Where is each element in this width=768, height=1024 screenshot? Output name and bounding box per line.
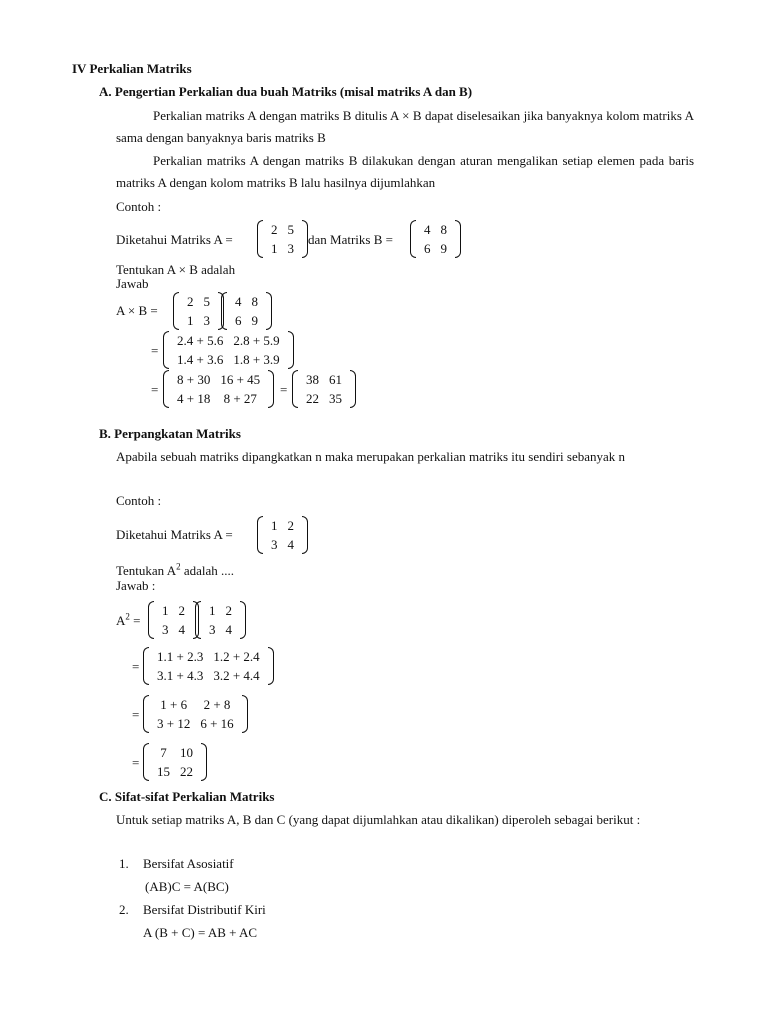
matrix-cell: 1 + 6	[160, 697, 188, 712]
matrix-b	[410, 220, 461, 258]
contoh-label: Contoh :	[116, 199, 162, 214]
matrix-cell: 8 + 30	[177, 372, 211, 387]
matrix-cell: 1	[162, 603, 169, 618]
matrix-row	[230, 311, 263, 330]
jawab-label: Jawab	[116, 276, 149, 291]
subsection-b-title: B. Perpangkatan Matriks	[99, 426, 241, 441]
matrix-cell: 16 + 45	[220, 372, 261, 387]
matrix-row	[152, 666, 265, 685]
matrix-cell: 6	[424, 241, 431, 256]
matrix-cell: 1	[187, 313, 194, 328]
equals-sign: =	[280, 382, 288, 397]
matrix-cell: 1.8 + 3.9	[233, 352, 280, 367]
matrix-a-squared-step-1	[143, 647, 274, 685]
matrix-cell: 9	[440, 241, 447, 256]
matrix-cell: 3 + 12	[157, 716, 191, 731]
matrix-row	[301, 389, 347, 408]
tentukan-a-squared: Tentukan $A^2$ adalah ....	[116, 561, 235, 578]
matrix-a-squared-result	[143, 743, 207, 781]
matrix-cell: 2.4 + 5.6	[177, 333, 224, 348]
matrix-cell: 1	[271, 518, 278, 533]
left-paren	[143, 647, 149, 685]
matrix-cell: 3	[203, 313, 210, 328]
matrix-row	[172, 370, 265, 389]
matrix-axb-step-2	[163, 370, 274, 408]
matrix-row	[266, 516, 299, 535]
matrix-cell: 35	[329, 391, 342, 406]
contoh-label: Contoh :	[116, 493, 162, 508]
matrix-row	[230, 292, 263, 311]
subsection-c-title: C. Sifat-sifat Perkalian Matriks	[99, 789, 275, 804]
matrix-cell: 1	[209, 603, 216, 618]
right-paren	[268, 370, 274, 408]
property-1-number: 1.	[119, 856, 129, 871]
matrix-cell: 2.8 + 5.9	[233, 333, 280, 348]
subsection-b-paragraph: Apabila sebuah matriks dipangkatkan n maka merupakan perkalian matriks itu sendiri sebanyak n	[116, 449, 626, 464]
right-paren	[268, 647, 274, 685]
subsection-a-paragraph-2: Perkalian matriks A dengan matriks B dilakukan dengan aturan mengalikan setiap elemen pada baris matriks A dengan kolom matriks B lalu hasilnya dijumlahkan	[116, 153, 694, 190]
matrix-cell: 3.2 + 4.4	[213, 668, 260, 683]
matrix-row	[182, 292, 215, 311]
matrix-row	[152, 743, 198, 762]
matrix-cell: 4	[287, 537, 294, 552]
matrix-cell: 4	[424, 222, 431, 237]
matrix-cell: 2	[225, 603, 232, 618]
equals-sign: =	[151, 382, 159, 397]
matrix-row	[152, 695, 239, 714]
matrix-row	[157, 601, 190, 620]
subsection-c-paragraph: Untuk setiap matriks A, B dan C (yang dapat dijumlahkan atau dikalikan) diperoleh sebagai berikut :	[116, 812, 641, 827]
matrix-cell: 6 + 16	[200, 716, 234, 731]
matrix-row	[266, 535, 299, 554]
right-paren	[288, 331, 294, 369]
left-paren	[257, 220, 263, 258]
matrix-a-squared-step-2	[143, 695, 248, 733]
matrix-row	[204, 601, 237, 620]
right-paren	[242, 695, 248, 733]
left-paren	[292, 370, 298, 408]
matrix-axb-step-1	[163, 331, 294, 369]
matrix-b-product-right	[221, 292, 272, 330]
equals-sign: =	[132, 755, 140, 770]
known-matrix-a-label: Diketahui Matriks A =	[116, 232, 233, 247]
matrix-cell: 5	[203, 294, 210, 309]
matrix-cell: 1.1 + 2.3	[157, 649, 204, 664]
matrix-row	[204, 620, 237, 639]
left-paren	[221, 292, 227, 330]
left-paren	[143, 743, 149, 781]
matrix-cell: 4	[178, 622, 185, 637]
left-paren	[410, 220, 416, 258]
property-1-label: Bersifat Asosiatif	[143, 856, 234, 871]
left-paren	[163, 370, 169, 408]
matrix-row	[301, 370, 347, 389]
matrix-cell: 15	[157, 764, 170, 779]
matrix-cell: 3	[287, 241, 294, 256]
matrix-a-power	[257, 516, 308, 554]
matrix-cell: 10	[180, 745, 193, 760]
matrix-a	[257, 220, 308, 258]
left-paren	[257, 516, 263, 554]
matrix-a-square-left	[148, 601, 199, 639]
matrix-row	[419, 239, 452, 258]
property-2-number: 2.	[119, 902, 129, 917]
equals-sign: =	[132, 707, 140, 722]
matrix-cell: 2	[187, 294, 194, 309]
matrix-row	[266, 239, 299, 258]
axb-label: A × B =	[116, 303, 158, 318]
matrix-cell: 2	[271, 222, 278, 237]
matrix-cell: 4	[225, 622, 232, 637]
subsection-a-title: A. Pengertian Perkalian dua buah Matriks (misal matriks A dan B)	[99, 84, 473, 99]
matrix-cell: 1	[271, 241, 278, 256]
matrix-cell: 61	[329, 372, 342, 387]
equals-sign: =	[151, 343, 159, 358]
matrix-cell: 5	[287, 222, 294, 237]
matrix-cell: 3.1 + 4.3	[157, 668, 204, 683]
matrix-cell: 2	[287, 518, 294, 533]
property-2-label: Bersifat Distributif Kiri	[143, 902, 266, 917]
matrix-a-square-right	[195, 601, 246, 639]
property-2-formula: A (B + C) = AB + AC	[143, 925, 258, 940]
known-matrix-a-label: Diketahui Matriks A =	[116, 527, 233, 542]
matrix-cell: 22	[180, 764, 193, 779]
matrix-row	[157, 620, 190, 639]
matrix-cell: 38	[306, 372, 319, 387]
matrix-cell: 9	[251, 313, 258, 328]
left-paren	[195, 601, 201, 639]
matrix-cell: 8	[251, 294, 258, 309]
right-paren	[240, 601, 246, 639]
matrix-cell: 1.2 + 2.4	[213, 649, 260, 664]
left-paren	[148, 601, 154, 639]
matrix-cell: 4	[235, 294, 242, 309]
right-paren	[266, 292, 272, 330]
section-title: IV Perkalian Matriks	[72, 61, 192, 76]
matrix-a-product-left	[173, 292, 224, 330]
matrix-row	[152, 762, 198, 781]
matrix-cell: 1.4 + 3.6	[177, 352, 224, 367]
matrix-cell: 22	[306, 391, 319, 406]
matrix-cell: 2 + 8	[203, 697, 231, 712]
a-squared-label: $A^2$ =	[116, 611, 141, 628]
right-paren	[302, 516, 308, 554]
matrix-cell: 6	[235, 313, 242, 328]
matrix-cell: 3	[271, 537, 278, 552]
matrix-axb-result	[292, 370, 356, 408]
matrix-row	[266, 220, 299, 239]
left-paren	[163, 331, 169, 369]
left-paren	[143, 695, 149, 733]
jawab-label: Jawab :	[116, 578, 156, 593]
matrix-row	[172, 350, 285, 369]
matrix-cell: 4 + 18	[177, 391, 211, 406]
right-paren	[350, 370, 356, 408]
tentukan-axb: Tentukan A × B adalah	[116, 262, 236, 277]
left-paren	[173, 292, 179, 330]
subsection-a-paragraph-1: Perkalian matriks A dengan matriks B ditulis A × B dapat diselesaikan jika banyaknya kolom matriks A sama dengan banyaknya baris matriks B	[116, 108, 694, 145]
equals-sign: =	[132, 659, 140, 674]
known-matrix-b-label: dan Matriks B =	[308, 232, 393, 247]
matrix-row	[419, 220, 452, 239]
matrix-cell: 3	[209, 622, 216, 637]
matrix-row	[172, 389, 265, 408]
matrix-row	[152, 714, 239, 733]
matrix-row	[182, 311, 215, 330]
right-paren	[201, 743, 207, 781]
matrix-cell: 2	[178, 603, 185, 618]
right-paren	[455, 220, 461, 258]
matrix-cell: 3	[162, 622, 169, 637]
property-1-formula: (AB)C = A(BC)	[145, 879, 229, 894]
matrix-row	[152, 647, 265, 666]
matrix-row	[172, 331, 285, 350]
matrix-cell: 7	[160, 745, 167, 760]
matrix-cell: 8 + 27	[223, 391, 257, 406]
matrix-cell: 8	[440, 222, 447, 237]
